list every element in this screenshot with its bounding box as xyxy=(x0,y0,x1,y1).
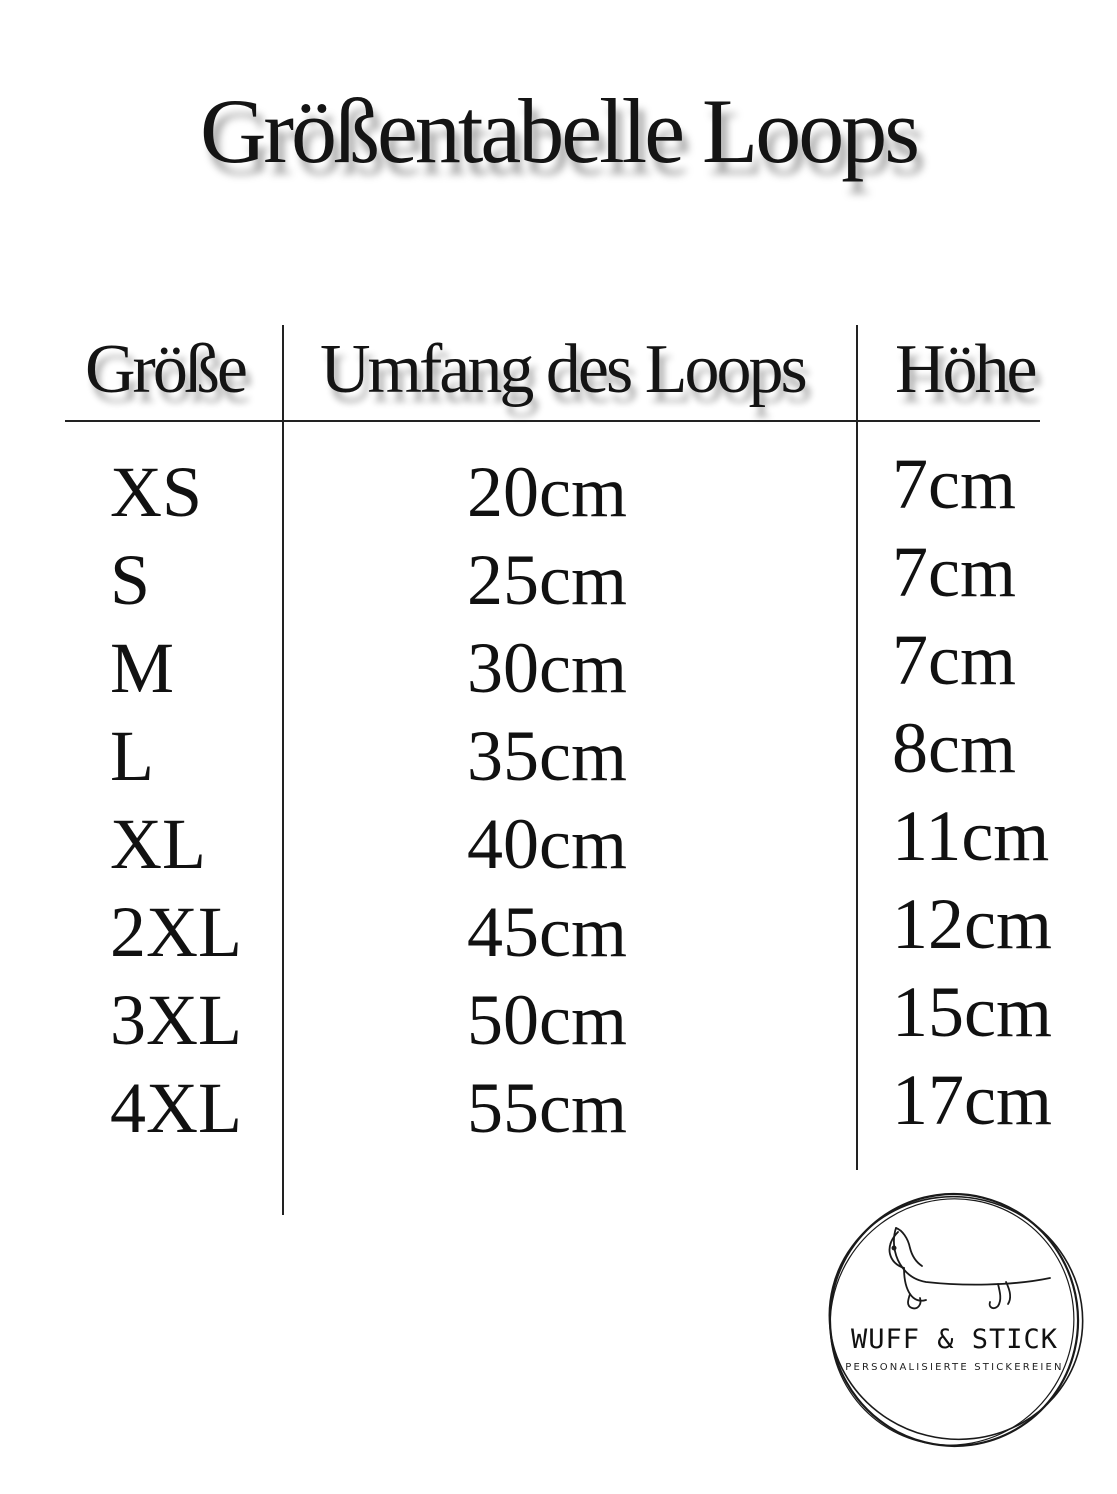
height-cell: 7cm xyxy=(892,532,1016,612)
height-cell: 11cm xyxy=(892,796,1050,876)
circumference-cell: 30cm xyxy=(467,628,627,708)
height-cell: 15cm xyxy=(892,972,1052,1052)
circumference-column xyxy=(467,448,627,1152)
circumference-cell: 45cm xyxy=(467,892,627,972)
size-cell: 4XL xyxy=(110,1068,242,1148)
size-cell: 3XL xyxy=(110,980,242,1060)
header-circumference: Umfang des Loops xyxy=(320,331,805,408)
height-cell: 12cm xyxy=(892,884,1052,964)
height-cell: 7cm xyxy=(892,620,1016,700)
size-cell: M xyxy=(110,628,175,708)
column-divider-1 xyxy=(282,325,284,1215)
circumference-cell: 25cm xyxy=(467,540,627,620)
height-cell: 7cm xyxy=(892,444,1016,524)
logo-rings xyxy=(822,1182,1087,1454)
brand-tagline: PERSONALISIERTE STICKEREIEN xyxy=(845,1362,1064,1373)
height-cell: 17cm xyxy=(892,1060,1052,1140)
brand-name: WUFF & STICK xyxy=(850,1324,1059,1355)
circumference-cell: 55cm xyxy=(467,1068,627,1148)
size-cell: 2XL xyxy=(110,892,242,972)
size-cell: S xyxy=(110,540,151,620)
circumference-cell: 40cm xyxy=(467,804,627,884)
brand-logo xyxy=(822,1182,1087,1454)
circumference-cell: 35cm xyxy=(467,716,627,796)
column-divider-2 xyxy=(856,325,858,1170)
size-cell: XL xyxy=(110,804,206,884)
height-cell: 8cm xyxy=(892,708,1016,788)
size-cell: XS xyxy=(110,452,203,532)
size-cell: L xyxy=(110,716,154,796)
header-divider xyxy=(65,420,1040,422)
header-size: Größe xyxy=(85,331,245,408)
height-column xyxy=(892,440,1052,1144)
circumference-cell: 50cm xyxy=(467,980,627,1060)
size-column xyxy=(110,448,242,1152)
page-title: Größentabelle Loops xyxy=(199,80,918,182)
dachshund-icon xyxy=(889,1228,1050,1308)
header-height: Höhe xyxy=(895,331,1035,408)
circumference-cell: 20cm xyxy=(467,452,627,532)
